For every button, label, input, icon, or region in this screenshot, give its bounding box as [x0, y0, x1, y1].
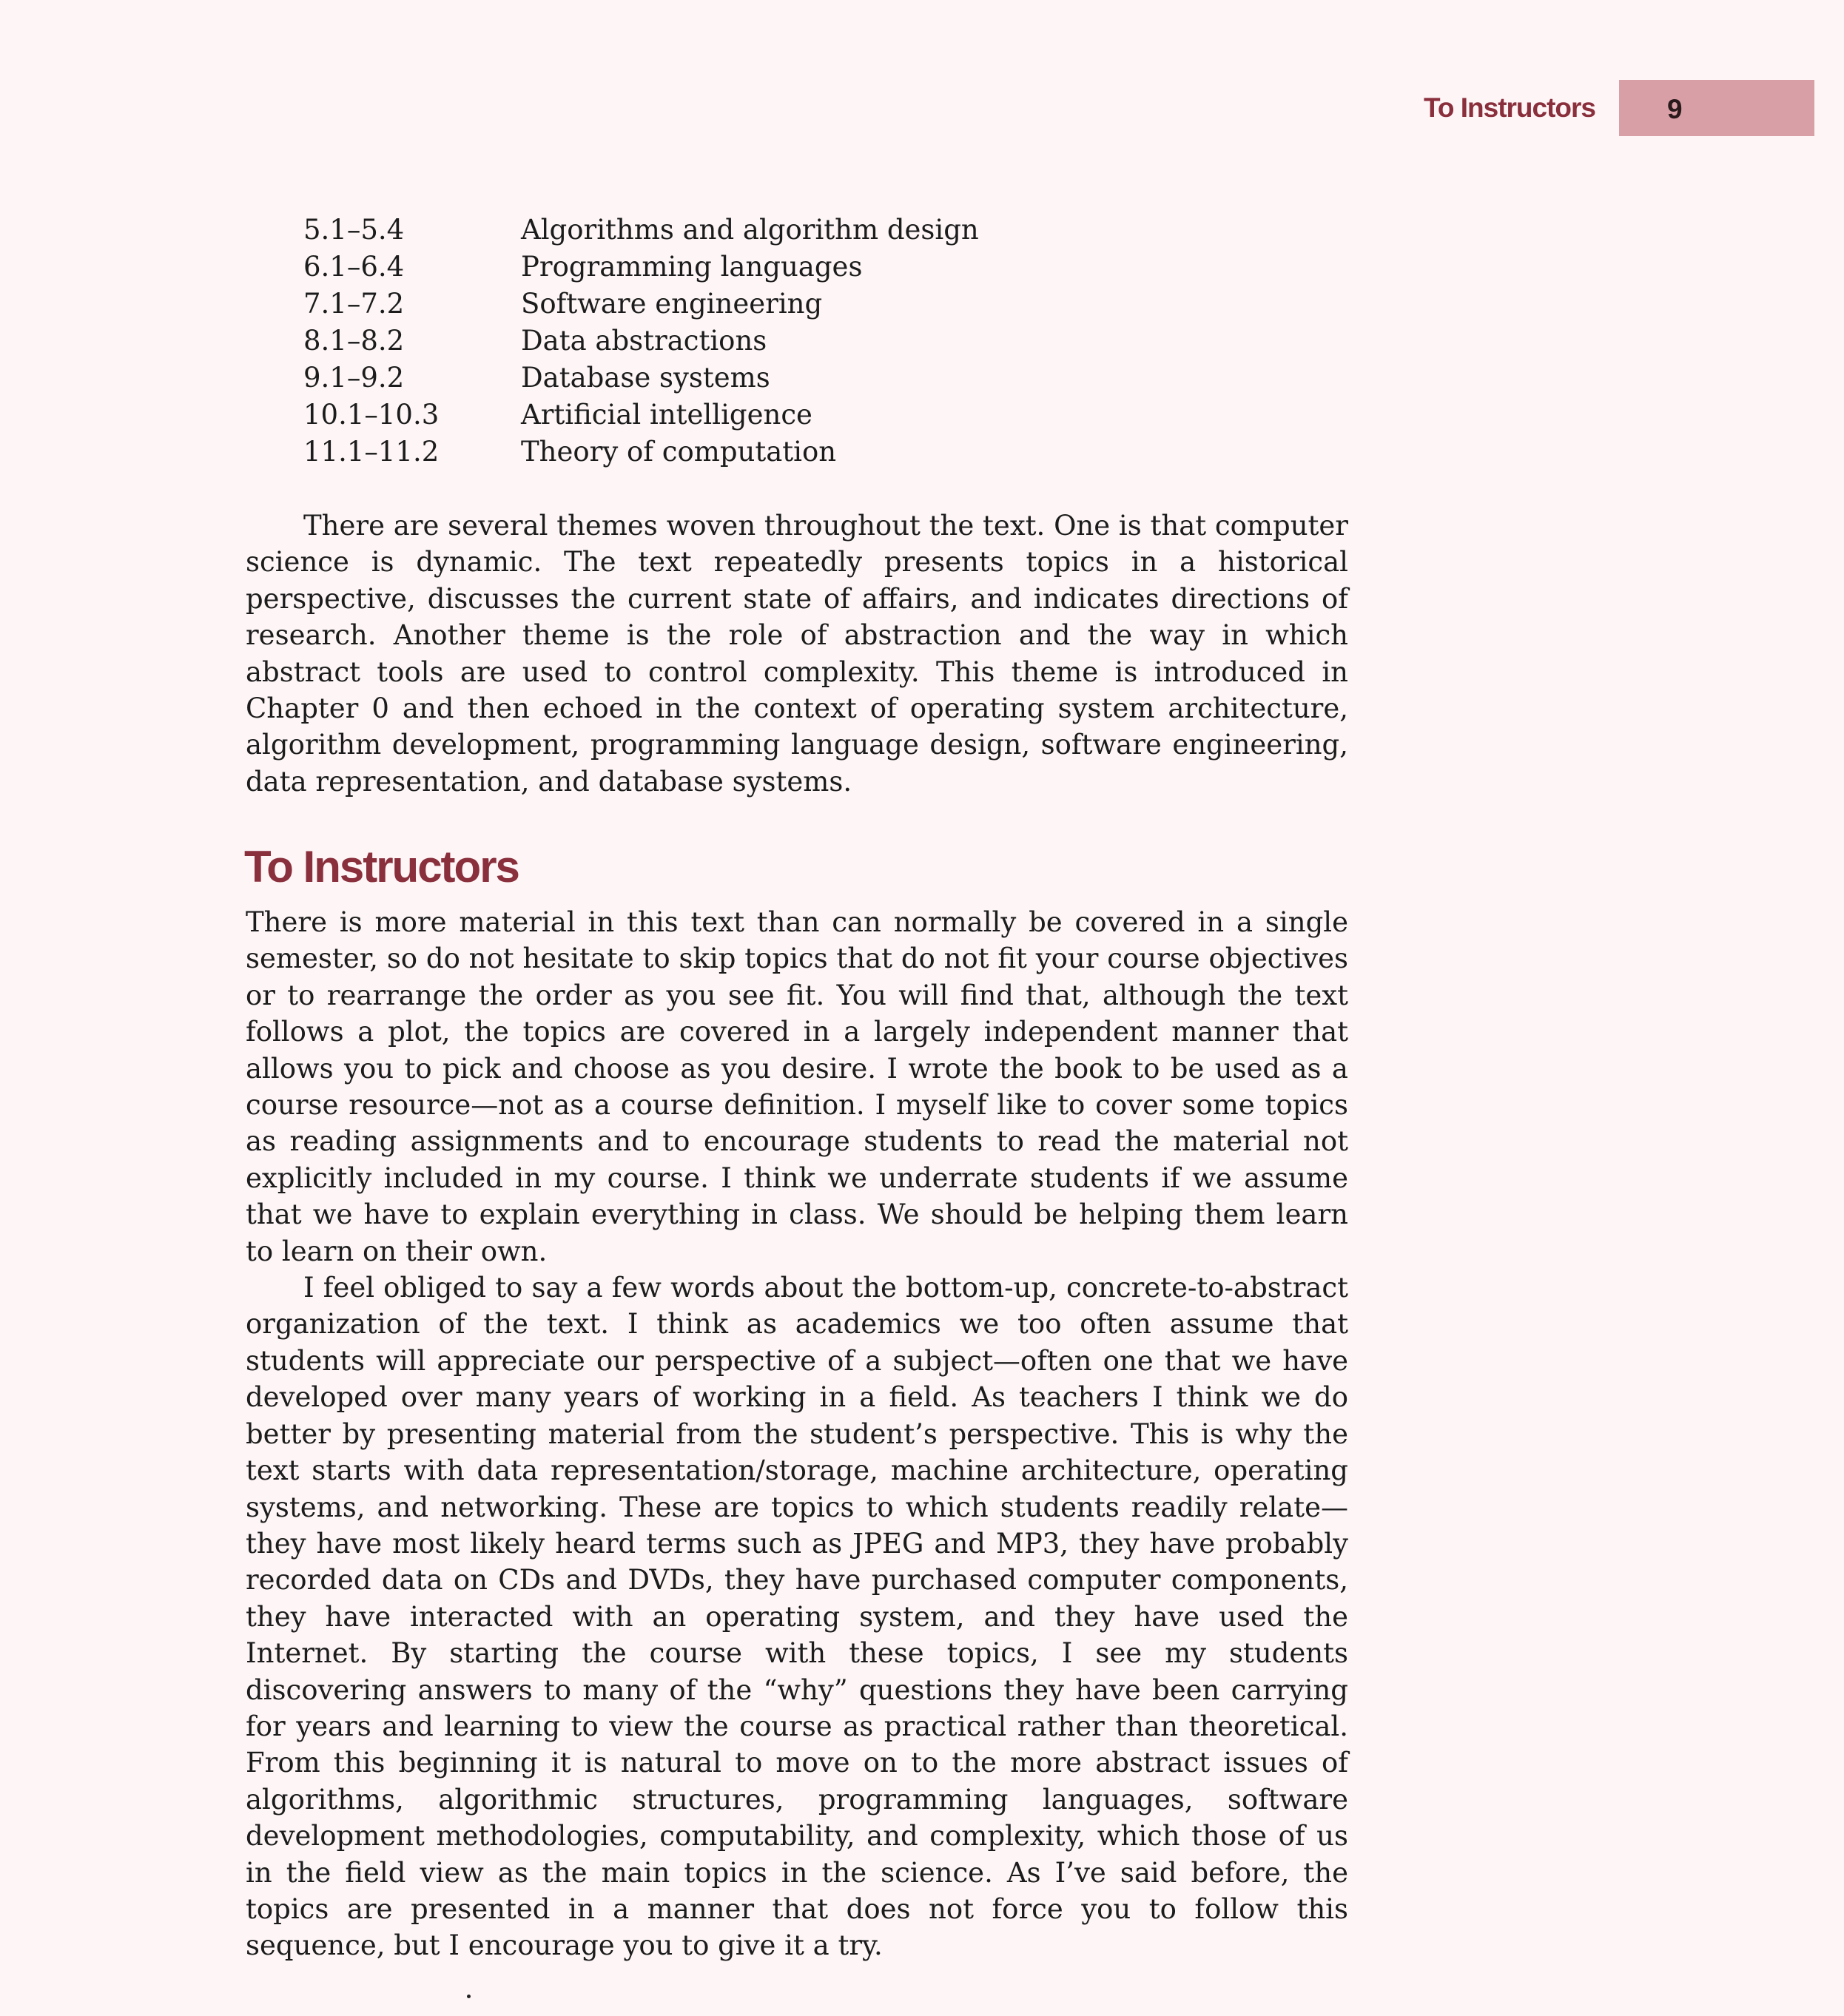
- table-row: [303, 212, 979, 249]
- topic-name: Algorithms and algorithm design: [521, 214, 979, 246]
- table-row: [303, 434, 979, 471]
- section-range: 11.1–11.2: [303, 436, 440, 468]
- themes-text-block: [246, 508, 1348, 800]
- table-row: [303, 323, 979, 360]
- instructors-text-block: [246, 904, 1348, 1964]
- page-number: 9: [1667, 94, 1683, 124]
- section-range: 6.1–6.4: [303, 251, 405, 283]
- chapter-topic-table: [303, 212, 979, 471]
- body-paragraph: There is more material in this text than can normally be covered in a single semester, so do not hesitate to skip topics that do not fit your course objectives or to rearrange the order as you see fit. You will find that, although the text follows a plot, the topics are covered in a largely independent manner that allows you to pick and choose as you desire. I wrote the book to be used as a course resource—not as a course definition. I myself like to cover some topics as reading assignments and to encourage students to read the material not explicitly included in my course. I think we underrate students if we assume that we have to explain everything in class. We should be helping them learn to learn on their own.: [246, 906, 1348, 1267]
- body-paragraph: I feel obliged to say a few words about the bottom-up, concrete-to-abstract organization of the text. I think as academics we too often assume that students will appreciate our perspective of a subject—often one that we have developed over many years of working in a field. As teachers I think we do better by presenting material from the student’s perspective. This is why the text starts with data representation/storage, machine architecture, operating systems, and networking. These are topics to which students readily relate—they have most likely heard terms such as JPEG and MP3, they have probably recorded data on CDs and DVDs, they have purchased computer components, they have interacted with an operating system, and they have used the Internet. By starting the course with these topics, I see my students discovering answers to many of the “why” questions they have been carrying for years and learning to view the course as practical rather than theoretical. From this beginning it is natural to move on to the more abstract issues of algorithms, algorithmic structures, programming languages, software development methodologies, computability, and complexity, which those of us in the field view as the main topics in the science. As I’ve said before, the topics are presented in a manner that does not force you to follow this sequence, but I encourage you to give it a try.: [246, 1272, 1348, 1962]
- section-heading: To Instructors: [244, 842, 519, 891]
- table-row: [303, 249, 979, 286]
- section-range: 10.1–10.3: [303, 399, 440, 431]
- scan-speck: [467, 1995, 471, 1998]
- topic-name: Theory of computation: [521, 436, 837, 468]
- page-number-tab: [1619, 80, 1814, 136]
- section-range: 5.1–5.4: [303, 214, 405, 246]
- table-row: [303, 360, 979, 397]
- topic-name: Data abstractions: [521, 325, 767, 357]
- section-range: 7.1–7.2: [303, 288, 405, 320]
- themes-paragraph: There are several themes woven throughout the text. One is that computer science is dynamic. The text repeatedly presents topics in a historical perspective, discusses the current state of affairs, and indicates directions of research. Another theme is the role of abstraction and the way in which abstract tools are used to control complexity. This theme is introduced in Chapter 0 and then echoed in the context of operating system architecture, algorithm development, programming language design, software engineering, data representation, and database systems.: [246, 510, 1348, 798]
- section-range: 9.1–9.2: [303, 362, 405, 394]
- topic-name: Programming languages: [521, 251, 863, 283]
- table-row: [303, 397, 979, 434]
- topic-name: Software engineering: [521, 288, 823, 320]
- table-row: [303, 286, 979, 323]
- running-head-title: To Instructors: [1424, 92, 1595, 123]
- topic-name: Artificial intelligence: [521, 399, 812, 431]
- section-range: 8.1–8.2: [303, 325, 405, 357]
- topic-name: Database systems: [521, 362, 770, 394]
